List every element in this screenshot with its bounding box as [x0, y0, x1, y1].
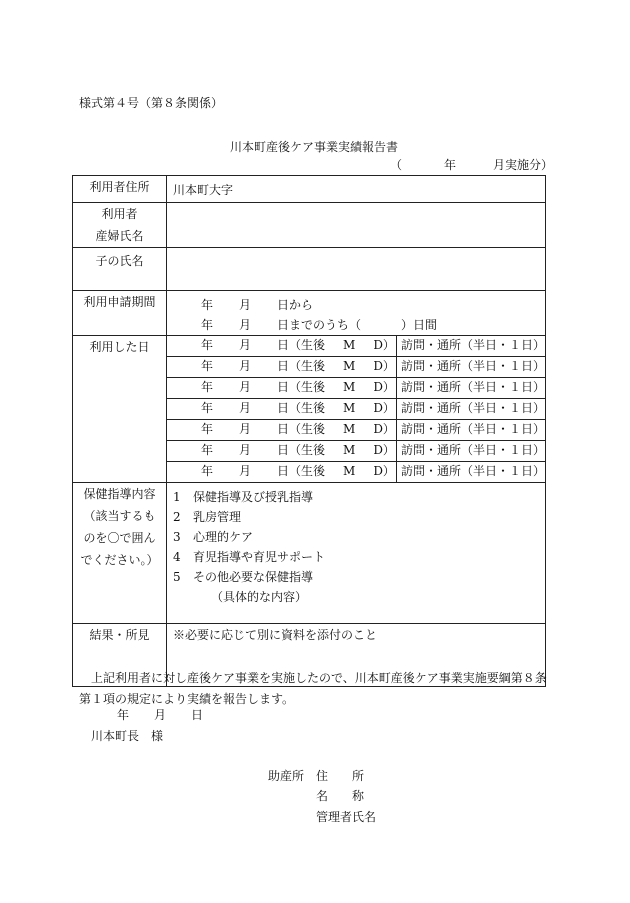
address-row	[73, 176, 546, 203]
period-open: （	[390, 158, 403, 172]
used-day-type[interactable]: 訪問・通所（半日・１日）	[397, 357, 546, 378]
used-day-date[interactable]: 年 月 日（生後 M D）	[167, 378, 397, 399]
statement-line1: 上記利用者に対し産後ケア事業を実施したので、川本町産後ケア事業実施要綱第８条	[91, 671, 547, 685]
addressee: 川本町長 様	[91, 729, 164, 743]
used-day-type[interactable]: 訪問・通所（半日・１日）	[397, 378, 546, 399]
used-day-date[interactable]: 年 月 日（生後 M D）	[167, 357, 397, 378]
report-table	[72, 175, 546, 687]
guidance-option[interactable]: 3 心理的ケア	[173, 530, 254, 544]
mother-name-label	[73, 203, 167, 248]
guidance-option[interactable]: 2 乳房管理	[173, 510, 242, 524]
guidance-detail-label: （具体的な内容）	[211, 590, 308, 604]
mother-label-line1: 利用者	[101, 207, 138, 221]
used-day-row	[73, 336, 546, 357]
mother-name-row	[73, 203, 546, 248]
used-day-date[interactable]: 年 月 日（生後 M D）	[167, 420, 397, 441]
address-field[interactable]: 川本町大字	[167, 176, 546, 203]
guidance-option[interactable]: 1 保健指導及び授乳指導	[173, 490, 314, 504]
guidance-option[interactable]: 4 育児指導や育児サポート	[173, 550, 326, 564]
report-date: 年 月 日	[117, 708, 204, 722]
address-label: 利用者住所	[73, 176, 167, 203]
document-title: 川本町産後ケア事業実績報告書	[230, 140, 399, 154]
child-name-field[interactable]	[167, 248, 546, 291]
mother-name-field[interactable]	[167, 203, 546, 248]
used-day-date[interactable]: 年 月 日（生後 M D）	[167, 462, 397, 483]
used-day-date[interactable]: 年 月 日（生後 M D）	[167, 336, 397, 357]
statement-paragraph	[79, 668, 559, 710]
used-day-type[interactable]: 訪問・通所（半日・１日）	[397, 441, 546, 462]
application-period-label: 利用申請期間	[73, 291, 167, 336]
period-month: 月実施分）	[493, 158, 554, 172]
result-label: 結果・所見	[73, 624, 167, 687]
guidance-label: 保健指導内容 （該当するも のを〇で囲ん でください。）	[73, 483, 167, 624]
used-days-label: 利用した日	[73, 336, 167, 483]
application-period-row	[73, 291, 546, 336]
used-day-type[interactable]: 訪問・通所（半日・１日）	[397, 420, 546, 441]
period-line-from: 年 月 日から	[201, 298, 314, 312]
guidance-option[interactable]: 5 その他必要な保健指導	[173, 570, 314, 584]
used-day-type[interactable]: 訪問・通所（半日・１日）	[397, 462, 546, 483]
form-number-label: 様式第４号（第８条関係）	[79, 96, 224, 110]
result-field[interactable]: ※必要に応じて別に資料を添付のこと	[167, 624, 546, 687]
mother-label-line2: 産婦氏名	[95, 229, 144, 243]
statement-line2: 第１項の規定により実績を報告します。	[79, 692, 295, 706]
used-day-type[interactable]: 訪問・通所（半日・１日）	[397, 336, 546, 357]
application-period-field[interactable]	[167, 291, 546, 336]
signature-manager-label: 管理者氏名	[316, 810, 377, 824]
signature-address-label: 住 所	[316, 769, 365, 783]
used-day-date[interactable]: 年 月 日（生後 M D）	[167, 399, 397, 420]
used-day-type[interactable]: 訪問・通所（半日・１日）	[397, 399, 546, 420]
signature-org-label: 助産所	[268, 769, 305, 783]
child-name-row	[73, 248, 546, 291]
period-line-to: 年 月 日までのうち（ ）日間	[201, 318, 438, 332]
child-name-label: 子の氏名	[73, 248, 167, 291]
used-day-date[interactable]: 年 月 日（生後 M D）	[167, 441, 397, 462]
guidance-options	[167, 483, 546, 624]
guidance-row	[73, 483, 546, 624]
period-year: 年	[444, 158, 457, 172]
signature-name-label: 名 称	[316, 789, 365, 803]
